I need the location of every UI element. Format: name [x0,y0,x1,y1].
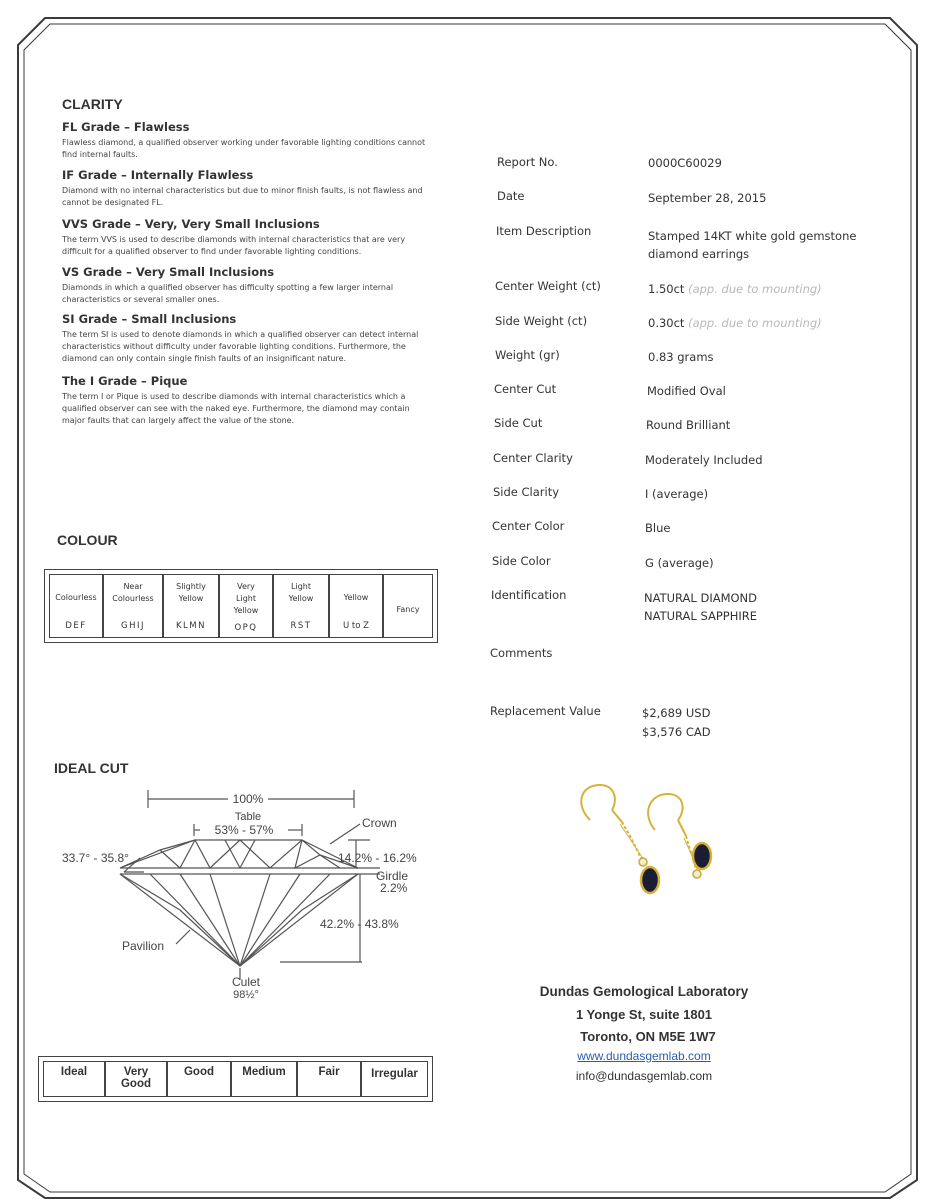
colour-heading: COLOUR [57,532,118,548]
diamond-cut-diagram [40,780,440,1010]
replacement-value-cad: $3,576 CAD [642,725,711,739]
colour-cell-light-yellow [273,574,329,638]
cut-label-crown: Crown [362,816,397,830]
side-cut-label: Side Cut [494,416,543,430]
colour-cell-colourless [49,574,103,638]
colour-cell-label: Slightly Yellow [176,582,206,603]
side-color-value: G (average) [645,556,714,570]
comments-label: Comments [490,646,553,660]
item-description-label: Item Description [496,224,592,238]
grade-vs [62,265,434,312]
grade-if [62,168,434,217]
colour-cell-code: KLMN [175,621,206,631]
center-color-value: Blue [645,521,671,535]
lab-website-link[interactable]: www.dundasgemlab.com [577,1049,711,1063]
grade-title: IF Grade – Internally Flawless [62,168,254,182]
grade-title: VS Grade – Very Small Inclusions [62,265,275,279]
center-clarity-label: Center Clarity [493,451,573,465]
identification-label: Identification [491,588,567,602]
colour-cell-code: RST [290,621,312,631]
cut-grade-fair: Fair [297,1061,361,1097]
colour-cell-code: GHIJ [121,621,145,631]
grade-vvs [62,217,434,265]
grade-title: FL Grade – Flawless [62,120,190,134]
cut-label-table: Table [234,811,262,823]
side-cut-value: Round Brilliant [646,418,731,432]
grade-desc: Diamond with no internal characteristics but due to minor finish faults, is not flawless and cannot be designated FL. [62,186,423,207]
center-weight-amount: 1.50ct [648,282,685,296]
center-weight-note: (app. due to mounting) [688,282,822,296]
grade-title: VVS Grade – Very, Very Small Inclusions [62,217,320,231]
colour-scale [44,569,438,643]
side-weight-note: (app. due to mounting) [688,316,822,330]
cut-label-pavilion: Pavilion [122,939,165,953]
cut-grade-medium: Medium [231,1061,297,1097]
colour-cell-code: U to Z [343,621,369,631]
grade-i [62,374,434,427]
lab-address-1: 1 Yonge St, suite 1801 [575,1007,713,1022]
side-weight-value [648,316,822,330]
colour-cell-near-colourless [103,574,163,638]
side-color-label: Side Color [492,554,551,568]
grade-title: SI Grade – Small Inclusions [62,312,237,326]
weight-value: 0.83 grams [648,350,714,364]
center-color-label: Center Color [492,519,565,533]
cut-label-culet: Culet [231,975,261,989]
replacement-value-usd: $2,689 USD [642,706,711,720]
cut-grade-very-good: Very Good [105,1061,167,1097]
grade-fl [62,120,434,168]
clarity-grades [62,120,434,427]
lab-name: Dundas Gemological Laboratory [539,984,749,999]
lab-website [520,1049,768,1063]
cut-grade-irregular: Irregular [361,1061,428,1097]
grade-desc: Diamonds in which a qualified observer has difficulty spotting a few larger internal characteristics or several smaller ones. [62,283,394,304]
lab-address-2: Toronto, ON M5E 1W7 [580,1029,716,1044]
grade-title: The I Grade – Pique [62,374,188,388]
colour-cell-label: Fancy [396,605,420,614]
cut-label-crown-angle: 33.7° - 35.8° [62,851,129,865]
side-weight-label: Side Weight (ct) [495,314,588,328]
colour-cell-code: OPQ [234,623,258,633]
center-clarity-value: Moderately Included [645,453,763,467]
colour-cell-code: DEF [65,621,87,631]
grade-desc: The term I or Pique is used to describe diamonds with internal characteristics which a qualified observer can see with the naked eye. Furthermore, the diamond may contain major faults that can largely affect the value of the stone. [62,392,410,425]
colour-cell-label: Very Light Yellow [233,582,259,615]
identification-value-2: NATURAL SAPPHIRE [644,609,758,623]
center-cut-label: Center Cut [494,382,557,396]
identification-value-1: NATURAL DIAMOND [644,591,758,605]
cut-label-width: 100% [232,792,264,806]
cut-label-pavilion-depth: 42.2% - 43.8% [320,917,399,931]
center-weight-label: Center Weight (ct) [495,279,601,293]
center-weight-value [648,282,822,296]
colour-cell-yellow [329,574,383,638]
cut-grade-ideal: Ideal [43,1061,105,1097]
item-description-value: Stamped 14KT white gold gemstone diamond earrings [648,229,857,261]
colour-cell-label: Near Colourless [112,582,154,603]
colour-cell-fancy [383,574,433,638]
ideal-cut-heading: IDEAL CUT [54,760,129,776]
side-weight-amount: 0.30ct [648,316,685,330]
side-clarity-label: Side Clarity [493,485,560,499]
grade-si [62,312,434,374]
lab-email[interactable]: info@dundasgemlab.com [575,1069,713,1083]
cut-label-girdle-value: 2.2% [380,881,408,895]
colour-cell-slightly-yellow [163,574,219,638]
colour-cell-label: Light Yellow [288,582,314,603]
grade-desc: The term VVS is used to describe diamonds with internal characteristics that are very difficult for a qualified observer to find under favorable lighting conditions. [62,235,406,256]
weight-label: Weight (gr) [495,348,560,362]
clarity-heading: CLARITY [62,96,123,112]
cut-grade-good: Good [167,1061,231,1097]
report-no-label: Report No. [497,155,558,169]
cut-label-culet-value: 98½° [233,989,259,1001]
report-no-value: 0000C60029 [648,156,722,170]
date-label: Date [497,189,525,203]
cut-label-crown-height: 14.2% - 16.2% [338,851,417,865]
grade-desc: The term SI is used to denote diamonds in which a qualified observer can detect internal characteristics without difficulty under favorable lighting conditions. Furthermore, the diamond can only contain single finish faults of an insignificant nature. [62,330,419,363]
cut-grade-scale [38,1056,433,1102]
report-details [490,0,890,760]
center-cut-value: Modified Oval [647,384,726,398]
cut-label-girdle: Girdle [376,869,409,883]
colour-cell-label: Yellow [343,593,369,602]
earrings-photo [560,780,740,900]
side-clarity-value: I (average) [645,487,709,501]
cut-label-table-range: 53% - 57% [214,823,274,837]
replacement-value-label: Replacement Value [490,704,601,718]
grade-desc: Flawless diamond, a qualified observer working under favorable lighting conditions cannot find internal faults. [62,138,426,159]
colour-cell-very-light-yellow [219,574,273,638]
date-value: September 28, 2015 [648,191,767,205]
colour-cell-label: Colourless [55,593,97,602]
